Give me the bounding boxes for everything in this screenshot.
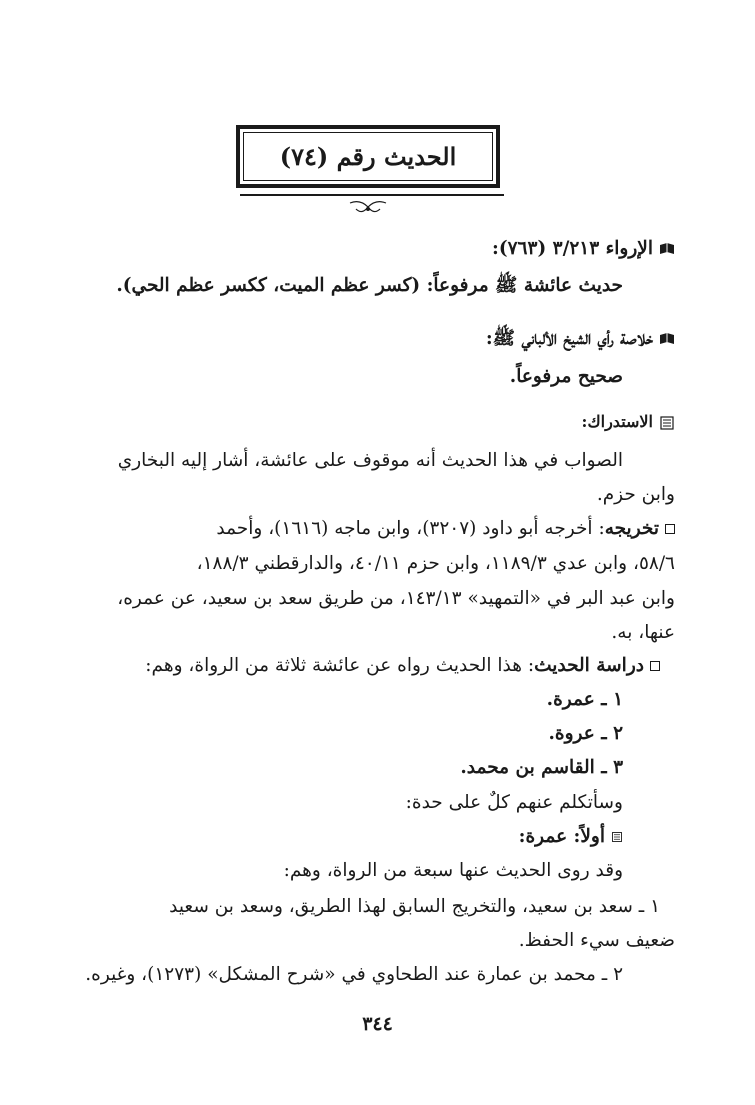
sawa-line: وسأتكلم عنهم كلٌ على حدة: [405,792,623,813]
book-icon [659,242,675,256]
paragraph-1-line-1: الصواب في هذا الحديث أنه موقوف على عائشة، أشار إليه البخاري [117,450,623,471]
dirasa-text: : هذا الحديث رواه عن عائشة ثلاثة من الرواة، وهم: [145,655,535,676]
albani-verdict: صحيح مرفوعاً. [509,366,623,387]
title-underline [240,188,504,196]
page-number: ٣٤٤ [362,1013,393,1035]
scroll-icon [611,831,623,843]
narrator-3: ٣ ـ القاسم بن محمد. [460,757,623,778]
albani-line [75,330,675,349]
albani-label: خلاصة رأي الشيخ الألباني ﷺ: [485,328,653,349]
awwalan-line [23,828,623,847]
rawi-1-line-1: ١ ـ سعد بن سعيد، والتخريج السابق لهذا الطريق، وسعد بن سعيد [169,896,660,917]
rawi-2-line: ٢ ـ محمد بن عمارة عند الطحاوي في «شرح المشكل» (١٢٧٣)، وغيره. [85,964,623,985]
takhrij-line-1 [75,520,675,539]
page-title: الحديث رقم (٧٤) [279,142,457,171]
title-box [236,125,500,188]
scroll-icon [659,416,675,430]
takhrij-text: : أخرجه أبو داود (٣٢٠٧)، وابن ماجه (١٦١٦)، وأحمد [216,518,605,539]
takhrij-label: تخريجه [604,518,659,539]
narrator-2: ٢ ـ عروة. [548,723,623,744]
paragraph-1-line-2: وابن حزم. [596,484,675,505]
dirasa-label: دراسة الحديث [534,655,644,676]
qad-rawa-line: وقد روى الحديث عنها سبعة من الرواة، وهم: [283,860,623,881]
rawi-1-line-2: ضعيف سيء الحفظ. [518,930,675,951]
takhrij-line-3: وابن عبد البر في «التمهيد» ١٤٣/١٣، من طريق سعد بن سعيد، عن عمره، [117,588,675,609]
takhrij-line-2: ٥٨/٦، وابن عدي ١١٨٩/٣، وابن حزم ٤٠/١١، والدارقطني ١٨٨/٣، [196,553,675,574]
hadith-text: حديث عائشة ﷺ مرفوعاً: (كسر عظم الميت، ككسر عظم الحي). [116,275,623,296]
source-label: الإرواء ٣/٢١٣ (٧٦٣): [492,238,653,259]
awwalan-label: أولاً: عمرة: [518,826,605,847]
istidrak-line [75,414,675,430]
dirasa-line [60,657,660,676]
ornament-icon [346,197,390,217]
source-line [75,240,675,259]
square-bullet-icon [665,524,675,534]
istidrak-label: الاستدراك: [581,412,653,431]
narrator-1: ١ ـ عمرة. [546,689,623,710]
book-icon [659,332,675,346]
takhrij-line-4: عنها، به. [611,622,675,643]
square-bullet-icon [650,661,660,671]
